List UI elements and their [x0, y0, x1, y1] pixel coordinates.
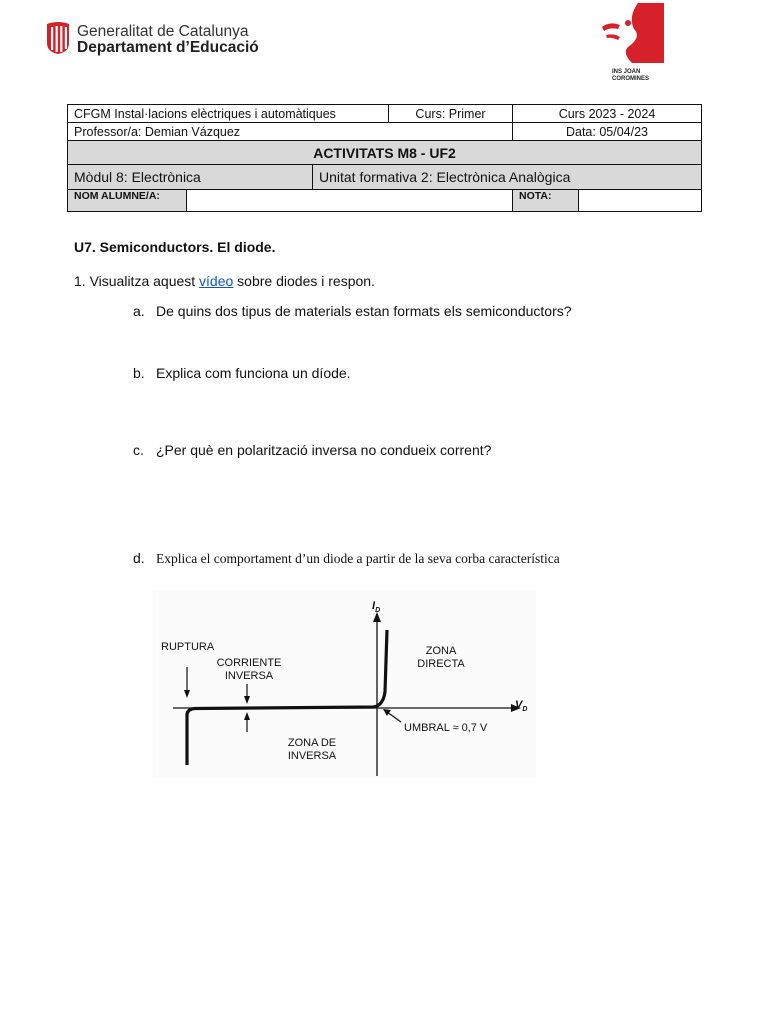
student-name-label: NOM ALUMNE/A: — [68, 190, 187, 212]
course-cell: CFGM Instal·lacions elèctriques i automàtiques — [68, 105, 389, 123]
school-logo — [598, 3, 664, 83]
question-text: ¿Per què en polarització inversa no condueix corrent? — [156, 442, 492, 458]
grade-label: NOTA: — [513, 190, 579, 212]
activities-title: ACTIVITATS M8 - UF2 — [68, 141, 702, 165]
question-letter: c. — [133, 442, 144, 458]
x-axis-label: $V_D$ — [515, 699, 528, 713]
question-text: Explica el comportament d’un diode a partir de la seva corba característica — [156, 551, 560, 566]
zona-directa-label-1: ZONA — [425, 645, 457, 657]
zona-directa-label-2: DIRECTA — [417, 658, 465, 670]
grade-field[interactable] — [579, 190, 702, 212]
question-1-prefix: 1. Visualitza aquest — [74, 273, 200, 289]
student-name-field[interactable] — [187, 190, 513, 212]
figure-background — [153, 590, 537, 778]
level-cell: Curs: Primer — [389, 105, 513, 123]
question-text: Explica com funciona un díode. — [156, 365, 351, 381]
question-1-suffix: sobre diodes i respon. — [233, 273, 375, 289]
generalitat-logo — [43, 21, 273, 57]
header-table — [67, 104, 702, 212]
ruptura-label: RUPTURA — [161, 641, 215, 653]
school-name-line2: COROMINES — [612, 76, 650, 82]
unit-cell: Unitat formativa 2: Electrònica Analògica — [313, 165, 702, 190]
school-name-line1: INS JOAN — [612, 69, 641, 75]
zona-inversa-label-1: ZONA DE — [287, 737, 337, 749]
org-name: Generalitat de Catalunya — [77, 23, 249, 40]
module-cell: Mòdul 8: Electrònica — [68, 165, 313, 190]
question-1 — [74, 273, 375, 289]
zona-inversa-label-2: INVERSA — [287, 750, 337, 762]
corriente-inversa-label-1: CORRIENTE — [216, 657, 282, 669]
question-letter: b. — [133, 365, 145, 381]
teacher-cell: Professor/a: Demian Vázquez — [68, 123, 513, 141]
diode-curve-figure — [153, 590, 537, 778]
unit-heading: U7. Semiconductors. El diode. — [74, 239, 276, 255]
question-d — [133, 550, 560, 567]
year-cell: Curs 2023 - 2024 — [513, 105, 702, 123]
department-name: Departament d’Educació — [77, 39, 259, 56]
senyera-emblem-icon — [43, 21, 73, 55]
y-axis-label: $I_D$ — [372, 600, 381, 614]
question-letter: d. — [133, 550, 145, 566]
question-letter: a. — [133, 303, 145, 319]
date-cell: Data: 05/04/23 — [513, 123, 702, 141]
question-text: De quins dos tipus de materials estan formats els semiconductors? — [156, 303, 572, 319]
umbral-label: UMBRAL ≈ 0,7 V — [404, 722, 488, 734]
video-link[interactable]: vídeo — [199, 273, 234, 289]
question-c — [133, 442, 491, 458]
school-emblem-icon — [598, 3, 664, 67]
question-b — [133, 365, 351, 381]
corriente-inversa-label-2: INVERSA — [224, 670, 274, 682]
question-a — [133, 303, 572, 319]
